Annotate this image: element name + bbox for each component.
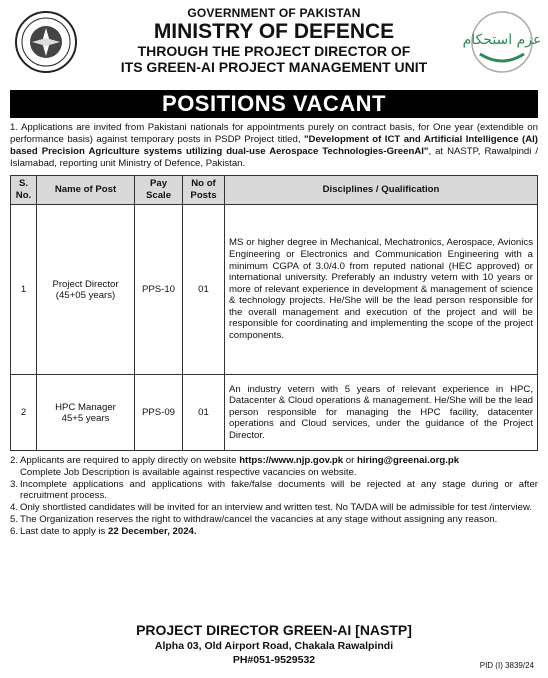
row-pay: PPS-09 (135, 375, 183, 451)
note-2-or: or (345, 455, 355, 466)
footer-address: Alpha 03, Old Airport Road, Chakala Rawalpindi (154, 640, 394, 652)
note-2-line2: Complete Job Description is available against respective vacancies on website. (20, 466, 357, 478)
pid-code: PID (I) 3839/24 (479, 661, 534, 670)
ministry-title: MINISTRY OF DEFENCE (153, 20, 395, 43)
note-text: Incomplete applications and applications with fake/false documents will be rejected at any stage during or after recruitment process. (20, 478, 538, 502)
government-title: GOVERNMENT OF PAKISTAN (187, 6, 361, 20)
note-number: 2. (10, 455, 19, 466)
note-number: 6. (10, 525, 19, 537)
row-qual: MS or higher degree in Mechanical, Mechatronics, Aerospace, Avionics Engineering or Electronics and Communication Engineering with a minimum CGPA of 3.0/4.0 from reputed national (HEC approved) or international university. Preferably an industry vetern with 10 years or more of relevant experience in development & management of science & technology projects. He/She will be the lead person responsible for the overall management and execution of the project and will be responsible for coordinating and implementing the scope of the project components. (225, 205, 538, 375)
row-sno: 1 (11, 205, 37, 375)
col-pay: Pay Scale (135, 176, 183, 205)
row-posts: 01 (183, 205, 225, 375)
col-sno: S. No. (11, 176, 37, 205)
intro-paragraph (10, 122, 538, 170)
project-title: "Development of ICT and Artificial Intelligence (AI) based Precision Agriculture systems utilizing dual-use Aerospace Technologies-GreenAI" (10, 134, 538, 157)
row-post (37, 205, 135, 375)
email-link[interactable]: hiring@greenai.org.pk (357, 455, 460, 466)
table-row (11, 205, 538, 375)
row-sno: 2 (11, 375, 37, 451)
positions-table (10, 175, 538, 451)
footer-phone: PH#051-9529532 (232, 654, 316, 666)
note-text: The Organization reserves the right to withdraw/cancel the vacancies at any stage without assigning any reason. (20, 513, 498, 525)
row-post (37, 375, 135, 451)
table-row (11, 375, 538, 451)
col-name: Name of Post (37, 176, 135, 205)
note-item (10, 514, 538, 526)
intro-text: Applications are invited from Pakistani nationals for appointments purely on contract basis, for One year (extendible on performance basis) against temporary posts in PSDP Project titled, (10, 122, 538, 145)
header (0, 0, 548, 88)
note-2-text: Applicants are required to apply directly on website (20, 455, 237, 466)
note-item (10, 455, 538, 479)
through-line: THROUGH THE PROJECT DIRECTOR OF (137, 43, 411, 59)
website-link[interactable]: https://www.njp.gov.pk (239, 455, 344, 466)
unit-line: ITS GREEN-AI PROJECT MANAGEMENT UNIT (120, 59, 428, 75)
footer-title: PROJECT DIRECTOR GREEN-AI [NASTP] (136, 622, 412, 638)
post-name: Project Director (52, 278, 119, 290)
notes-list (10, 455, 538, 538)
note-6-text: Last date to apply is (20, 525, 106, 537)
row-pay: PPS-10 (135, 205, 183, 375)
note-item (10, 502, 538, 514)
intro-text-end: , at NASTP, Rawalpindi / Islamabad, reporting unit Ministry of Defence, Pakistan. (10, 146, 538, 169)
note-number: 3. (10, 478, 19, 490)
positions-vacant-banner: POSITIONS VACANT (10, 90, 538, 118)
post-name: HPC Manager (55, 401, 116, 413)
note-text (20, 455, 538, 479)
note-item (10, 479, 538, 503)
last-date: 22 December, 2024. (108, 525, 197, 537)
post-age: (45+05 years) (55, 289, 116, 301)
azm-e-istehkam-logo-icon (462, 10, 542, 74)
table-header-row (11, 176, 538, 205)
intro-number: 1. (10, 122, 19, 133)
note-text (20, 526, 538, 538)
col-qual: Disciplines / Qualification (225, 176, 538, 205)
note-text: Only shortlisted candidates will be invited for an interview and written test. No TA/DA will be admissible for test /interview. (20, 502, 533, 514)
col-posts: No of Posts (183, 176, 225, 205)
note-item (10, 526, 538, 538)
note-number: 4. (10, 502, 19, 514)
ministry-emblem-icon (14, 10, 78, 74)
footer (0, 618, 548, 678)
note-number: 5. (10, 513, 19, 525)
logo-text: عزم استحکام (462, 32, 542, 48)
row-qual: An industry vetern with 5 years of relevant experience in HPC, Datacenter & Cloud operations & management. He/She will be the lead person responsible for managing the HPC facility, datacenter operations and Cloud services, under the guidance of the Project Director. (225, 375, 538, 451)
row-posts: 01 (183, 375, 225, 451)
post-age: 45+5 years (61, 412, 110, 424)
